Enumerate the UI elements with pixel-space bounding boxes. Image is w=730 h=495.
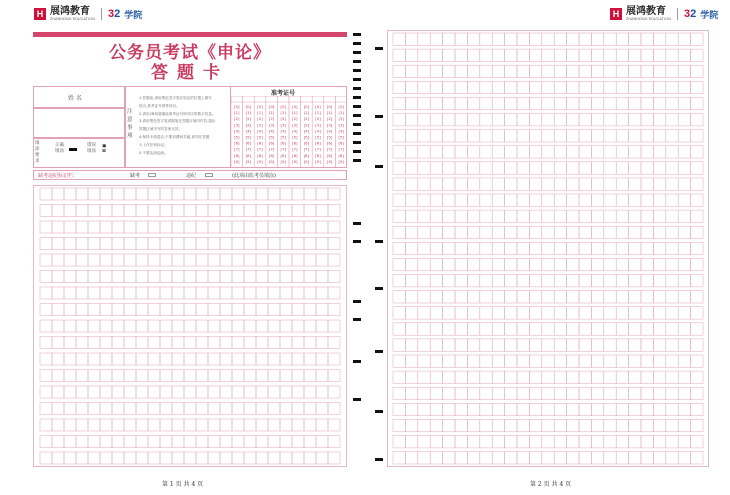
ticket-digit-option[interactable]: [9] bbox=[268, 158, 275, 164]
wrong-fill-label: 错误填涂 bbox=[87, 143, 96, 154]
ticket-digit-option[interactable]: [7] bbox=[326, 146, 333, 152]
ticket-digit-option[interactable]: [4] bbox=[338, 128, 344, 134]
note-item: 1.答题前,请用黑色签字笔在规定的位置上填写 bbox=[139, 96, 212, 100]
ticket-digit-option[interactable]: [4] bbox=[245, 128, 252, 134]
ticket-digit-option[interactable]: [1] bbox=[268, 110, 275, 116]
timing-mark bbox=[375, 115, 383, 118]
ticket-digit-option[interactable]: [2] bbox=[292, 116, 298, 122]
ticket-digit-option[interactable]: [8] bbox=[257, 152, 263, 158]
ticket-digit-option[interactable]: [0] bbox=[234, 104, 240, 109]
timing-mark bbox=[353, 318, 361, 321]
ticket-digit-option[interactable]: [4] bbox=[292, 128, 298, 134]
timing-mark bbox=[375, 165, 383, 168]
ticket-digit-option[interactable]: [7] bbox=[234, 146, 240, 152]
ticket-digit-option[interactable]: [3] bbox=[257, 122, 263, 128]
timing-mark bbox=[353, 360, 361, 363]
sheet-title: 公务员考试《申论》 bbox=[109, 43, 271, 63]
ticket-digit-option[interactable]: [3] bbox=[292, 122, 298, 128]
ticket-label: 准考证号 bbox=[271, 90, 296, 97]
brand-divider bbox=[677, 8, 678, 20]
ticket-digit-option[interactable]: [9] bbox=[257, 158, 263, 164]
ticket-digit-option[interactable]: [8] bbox=[268, 152, 275, 158]
ticket-digit-option[interactable]: [2] bbox=[303, 116, 310, 122]
ticket-digit-option[interactable]: [3] bbox=[234, 122, 240, 128]
ticket-digit-option[interactable]: [6] bbox=[338, 140, 344, 146]
ticket-digit-option[interactable]: [3] bbox=[245, 122, 252, 128]
ticket-digit-option[interactable]: [3] bbox=[326, 122, 333, 128]
timing-mark bbox=[353, 159, 361, 162]
timing-mark bbox=[353, 114, 361, 117]
timing-mark bbox=[375, 47, 383, 50]
timing-mark bbox=[353, 222, 361, 225]
ticket-digit-option[interactable]: [1] bbox=[315, 110, 321, 116]
ticket-digit-option[interactable]: [8] bbox=[315, 152, 321, 158]
page-footer: 第 1 页 共 4 页 bbox=[162, 481, 204, 488]
ticket-digit-option[interactable]: [1] bbox=[257, 110, 263, 116]
name-field[interactable] bbox=[33, 108, 125, 138]
timing-mark bbox=[375, 240, 383, 243]
ticket-digit-option[interactable]: [9] bbox=[315, 158, 321, 164]
timing-mark bbox=[353, 398, 361, 401]
brand-name-en: ZHANHONG EDUCATION bbox=[626, 17, 671, 21]
ticket-digit-option[interactable]: [2] bbox=[234, 116, 240, 122]
ticket-digit-option[interactable]: [1] bbox=[280, 110, 286, 116]
ticket-digit-option[interactable]: [0] bbox=[315, 104, 321, 109]
ticket-digit-option[interactable]: [5] bbox=[315, 134, 321, 140]
notes-list bbox=[139, 95, 234, 157]
ticket-digit-option[interactable]: [1] bbox=[338, 110, 344, 116]
violation-label: 违纪 bbox=[186, 172, 197, 179]
ticket-digit-option[interactable]: [5] bbox=[292, 134, 298, 140]
ticket-digit-option[interactable]: [1] bbox=[245, 110, 252, 116]
brand-academy: 学院 bbox=[700, 10, 719, 21]
ticket-digit-option[interactable]: [4] bbox=[326, 128, 333, 134]
ticket-digit-option[interactable]: [2] bbox=[338, 116, 344, 122]
correct-fill-label: 正确填涂 bbox=[55, 143, 64, 154]
ticket-digit-option[interactable]: [3] bbox=[315, 122, 321, 128]
timing-mark bbox=[375, 287, 383, 290]
ticket-digit-option[interactable]: [5] bbox=[303, 134, 310, 140]
ticket-digit-option[interactable]: [8] bbox=[245, 152, 252, 158]
ticket-digit-option[interactable]: [8] bbox=[292, 152, 298, 158]
ticket-digit-option[interactable]: [8] bbox=[234, 152, 240, 158]
timing-mark bbox=[353, 123, 361, 126]
ticket-digit-option[interactable]: [5] bbox=[338, 134, 344, 140]
timing-mark bbox=[353, 60, 361, 63]
note-item: 2.请用2B铅笔填涂准考证号码对应的数字信息。 bbox=[139, 111, 216, 116]
ticket-digit-option[interactable]: [4] bbox=[234, 128, 240, 134]
ticket-digit-option[interactable]: [3] bbox=[303, 122, 310, 128]
ticket-digit-option[interactable]: [7] bbox=[315, 146, 321, 152]
ticket-digit-option[interactable]: [0] bbox=[292, 104, 298, 109]
ticket-digit-option[interactable]: [6] bbox=[292, 140, 298, 146]
ticket-digit-option[interactable]: [6] bbox=[268, 140, 275, 146]
timing-mark bbox=[353, 51, 361, 54]
ticket-digit-option[interactable]: [6] bbox=[315, 140, 321, 146]
writing-grid[interactable] bbox=[33, 185, 347, 467]
header-bar bbox=[33, 32, 347, 37]
ticket-digit-option[interactable]: [6] bbox=[303, 140, 310, 146]
ticket-digit-option[interactable]: [9] bbox=[280, 158, 286, 164]
answer-sheet-page-2 bbox=[365, 0, 730, 495]
ticket-digit-option[interactable]: [8] bbox=[303, 152, 310, 158]
timing-mark bbox=[353, 105, 361, 108]
timing-mark bbox=[353, 300, 361, 303]
timing-mark bbox=[353, 33, 361, 36]
page-footer: 第 2 页 共 4 页 bbox=[530, 481, 572, 488]
brand-name-en: ZHANHONG EDUCATION bbox=[50, 17, 95, 21]
notes-label: 注意事项 bbox=[127, 109, 133, 139]
ticket-digit-option[interactable]: [6] bbox=[326, 140, 333, 146]
absence-label: 缺考违纪标记栏: bbox=[38, 172, 75, 179]
absent-checkbox[interactable] bbox=[148, 173, 156, 177]
ticket-digit-option[interactable]: [7] bbox=[338, 146, 344, 152]
timing-mark bbox=[353, 96, 361, 99]
timing-mark bbox=[375, 350, 383, 353]
brand-name: 展鸿教育 bbox=[50, 6, 90, 17]
ticket-digit-option[interactable]: [9] bbox=[326, 158, 333, 164]
ticket-digit-option[interactable]: [4] bbox=[257, 128, 263, 134]
timing-mark bbox=[375, 410, 383, 413]
ticket-digit-option[interactable]: [5] bbox=[234, 134, 240, 140]
ticket-digit-option[interactable]: [5] bbox=[280, 134, 286, 140]
ticket-digit-option[interactable]: [4] bbox=[315, 128, 321, 134]
timing-mark bbox=[375, 458, 383, 461]
ticket-digit-option[interactable]: [3] bbox=[268, 122, 275, 128]
ticket-digit-option[interactable]: [5] bbox=[268, 134, 275, 140]
ticket-digit-option[interactable]: [9] bbox=[292, 158, 298, 164]
brand-divider bbox=[101, 8, 102, 20]
ticket-digit-option[interactable]: [7] bbox=[280, 146, 286, 152]
note-item: 答题区域书写的答案无效。 bbox=[139, 127, 183, 132]
timing-mark bbox=[353, 69, 361, 72]
timing-mark bbox=[353, 150, 361, 153]
name-label: 姓 名 bbox=[68, 95, 82, 102]
timing-mark bbox=[353, 87, 361, 90]
brand-name: 展鸿教育 bbox=[626, 6, 666, 17]
wrong-fill-marks: ▣ ⊠ bbox=[102, 144, 107, 154]
timing-mark bbox=[353, 240, 361, 243]
ticket-digit-option[interactable]: [7] bbox=[292, 146, 298, 152]
timing-mark bbox=[353, 132, 361, 135]
ticket-digit-option[interactable]: [2] bbox=[326, 116, 333, 122]
ticket-digit-option[interactable]: [5] bbox=[245, 134, 252, 140]
note-item: 3.请用黑色签字笔或钢笔在答题区域内作答,超出 bbox=[139, 119, 216, 124]
proctor-note: (此项由监考员填涂) bbox=[232, 172, 276, 179]
note-item: 姓名,准考证号码等项目。 bbox=[139, 103, 180, 108]
timing-mark bbox=[353, 42, 361, 45]
ticket-digit-option[interactable]: [4] bbox=[268, 128, 275, 134]
ticket-digit-option[interactable]: [9] bbox=[234, 158, 240, 164]
brand-academy: 学院 bbox=[124, 10, 143, 21]
ticket-digit-option[interactable]: [8] bbox=[326, 152, 333, 158]
ticket-digit-option[interactable]: [1] bbox=[303, 110, 310, 116]
ticket-digit-option[interactable]: [2] bbox=[257, 116, 263, 122]
ticket-digit-option[interactable]: [2] bbox=[315, 116, 321, 122]
ticket-digit-option[interactable]: [0] bbox=[280, 104, 286, 109]
ticket-digit-option[interactable]: [5] bbox=[326, 134, 333, 140]
brand-number: 32 bbox=[107, 8, 121, 20]
ticket-digit-option[interactable]: [1] bbox=[326, 110, 333, 116]
fill-requirement-label: 填涂要求 bbox=[35, 141, 40, 164]
timing-mark bbox=[353, 78, 361, 81]
ticket-digit-option[interactable]: [2] bbox=[280, 116, 286, 122]
note-item: 4.保持卡面清洁,不要折叠和弄破,请勿在答题 bbox=[139, 134, 210, 139]
ticket-digit-option[interactable]: [6] bbox=[257, 140, 263, 146]
ticket-digit-option[interactable]: [1] bbox=[292, 110, 298, 116]
brand-logo bbox=[610, 7, 718, 21]
ticket-digit-option[interactable]: [3] bbox=[338, 122, 344, 128]
ticket-digit-option[interactable]: [6] bbox=[245, 140, 252, 146]
sheet-subtitle: 答题卡 bbox=[151, 63, 229, 83]
ticket-digit-option[interactable]: [3] bbox=[280, 122, 286, 128]
ticket-number-grid[interactable] bbox=[231, 96, 347, 168]
ticket-digit-option[interactable]: [4] bbox=[280, 128, 286, 134]
ticket-digit-option[interactable]: [0] bbox=[338, 104, 344, 109]
brand-h-icon: H bbox=[610, 8, 622, 20]
ticket-digit-option[interactable]: [2] bbox=[245, 116, 252, 122]
ticket-digit-option[interactable]: [7] bbox=[257, 146, 263, 152]
fill-demo-box bbox=[33, 138, 125, 168]
ticket-digit-option[interactable]: [7] bbox=[245, 146, 252, 152]
ticket-digit-option[interactable]: [5] bbox=[257, 134, 263, 140]
ticket-digit-option[interactable]: [7] bbox=[303, 146, 310, 152]
ticket-digit-option[interactable]: [9] bbox=[338, 158, 344, 164]
ticket-digit-option[interactable]: [0] bbox=[245, 104, 252, 109]
ticket-digit-option[interactable]: [9] bbox=[245, 158, 252, 164]
brand-h-icon: H bbox=[34, 8, 46, 20]
ticket-digit-option[interactable]: [7] bbox=[268, 146, 275, 152]
ticket-digit-option[interactable]: [4] bbox=[303, 128, 310, 134]
ticket-digit-option[interactable]: [0] bbox=[326, 104, 333, 109]
ticket-digit-option[interactable]: [0] bbox=[303, 104, 310, 109]
ticket-digit-option[interactable]: [0] bbox=[268, 104, 275, 109]
ticket-digit-option[interactable]: [6] bbox=[280, 140, 286, 146]
ticket-digit-option[interactable]: [8] bbox=[280, 152, 286, 158]
correct-fill-mark bbox=[69, 148, 77, 151]
brand-logo bbox=[34, 7, 142, 21]
brand-number: 32 bbox=[683, 8, 697, 20]
ticket-digit-option[interactable]: [2] bbox=[268, 116, 275, 122]
writing-grid[interactable] bbox=[387, 30, 709, 467]
ticket-digit-option[interactable]: [1] bbox=[234, 110, 240, 116]
violation-checkbox[interactable] bbox=[205, 173, 213, 177]
absent-label: 缺考 bbox=[130, 172, 141, 179]
ticket-digit-option[interactable]: [6] bbox=[234, 140, 240, 146]
ticket-digit-option[interactable]: [8] bbox=[338, 152, 344, 158]
note-item: 卡上作任何标记。 bbox=[139, 142, 168, 147]
ticket-digit-option[interactable]: [9] bbox=[303, 158, 310, 164]
ticket-digit-option[interactable]: [0] bbox=[257, 104, 263, 109]
note-item: 5.不要乱涂乱画。 bbox=[139, 150, 168, 155]
timing-mark bbox=[353, 141, 361, 144]
